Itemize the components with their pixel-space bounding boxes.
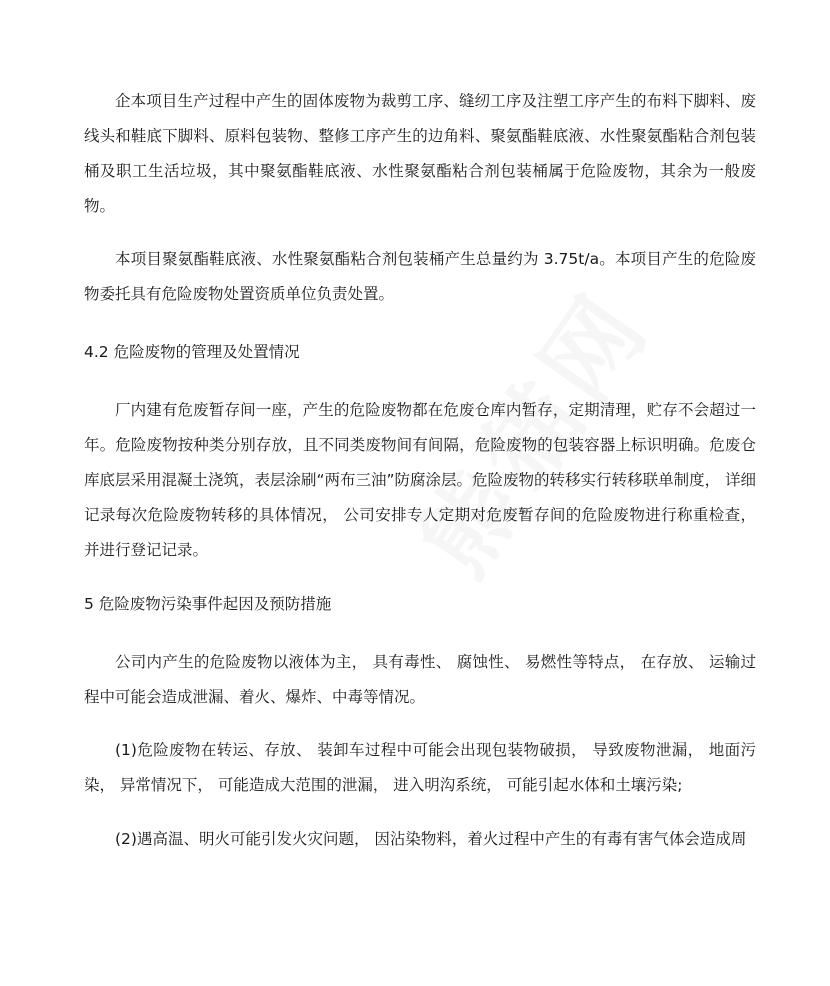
paragraph-hazardous-amount: 本项目聚氨酯鞋底液、水性聚氨酯粘合剂包装桶产生总量约为 3.75t/a。本项目产生的危险废物委托具有危险废物处置资质单位负责处置。	[84, 250, 756, 303]
paragraph-solid-waste: 企本项目生产过程中产生的固体废物为裁剪工序、缝纫工序及注塑工序产生的布料下脚料、废线头和鞋底下脚料、原料包装物、整修工序产生的边角料、聚氨酯鞋底液、水性聚氨酯粘合剂包装桶及职工生活垃圾，其中聚氨酯鞋底液、水性聚氨酯粘合剂包装桶属于危险废物，其余为一般废物。	[84, 92, 756, 215]
section-heading-5: 5 危险废物污染事件起因及预防措施	[84, 595, 332, 613]
section-heading-4-2: 4.2 危险废物的管理及处置情况	[84, 343, 300, 361]
paragraph-item-2: (2)遇高温、明火可能引发火灾问题， 因沾染物料，着火过程中产生的有毒有害气体会造成周	[115, 830, 747, 848]
paragraph-cause: 公司内产生的危险废物以液体为主， 具有毒性、 腐蚀性、 易燃性等特点， 在存放、 运输过程中可能会造成泄漏、着火、爆炸、中毒等情况。	[84, 653, 756, 706]
paragraph-storage: 厂内建有危废暂存间一座，产生的危险废物都在危废仓库内暂存，定期清理，贮存不会超过一年。危险废物按种类分别存放，且不同类废物间有间隔，危险废物的包装容器上标识明确。危废仓库底层采用混凝土浇筑，表层涂刷“两布三油”防腐涂层。危险废物的转移实行转移联单制度， 详细记录每次危险废物转移的具体情况， 公司安排专人定期对危废暂存间的危险废物进行称重检查， 并进行登记记录。	[84, 401, 756, 559]
paragraph-item-1: (1)危险废物在转运、存放、 装卸车过程中可能会出现包装物破损， 导致废物泄漏， 地面污染， 异常情况下， 可能造成大范围的泄漏， 进入明沟系统， 可能引起水体和土壤污染;	[84, 741, 756, 794]
